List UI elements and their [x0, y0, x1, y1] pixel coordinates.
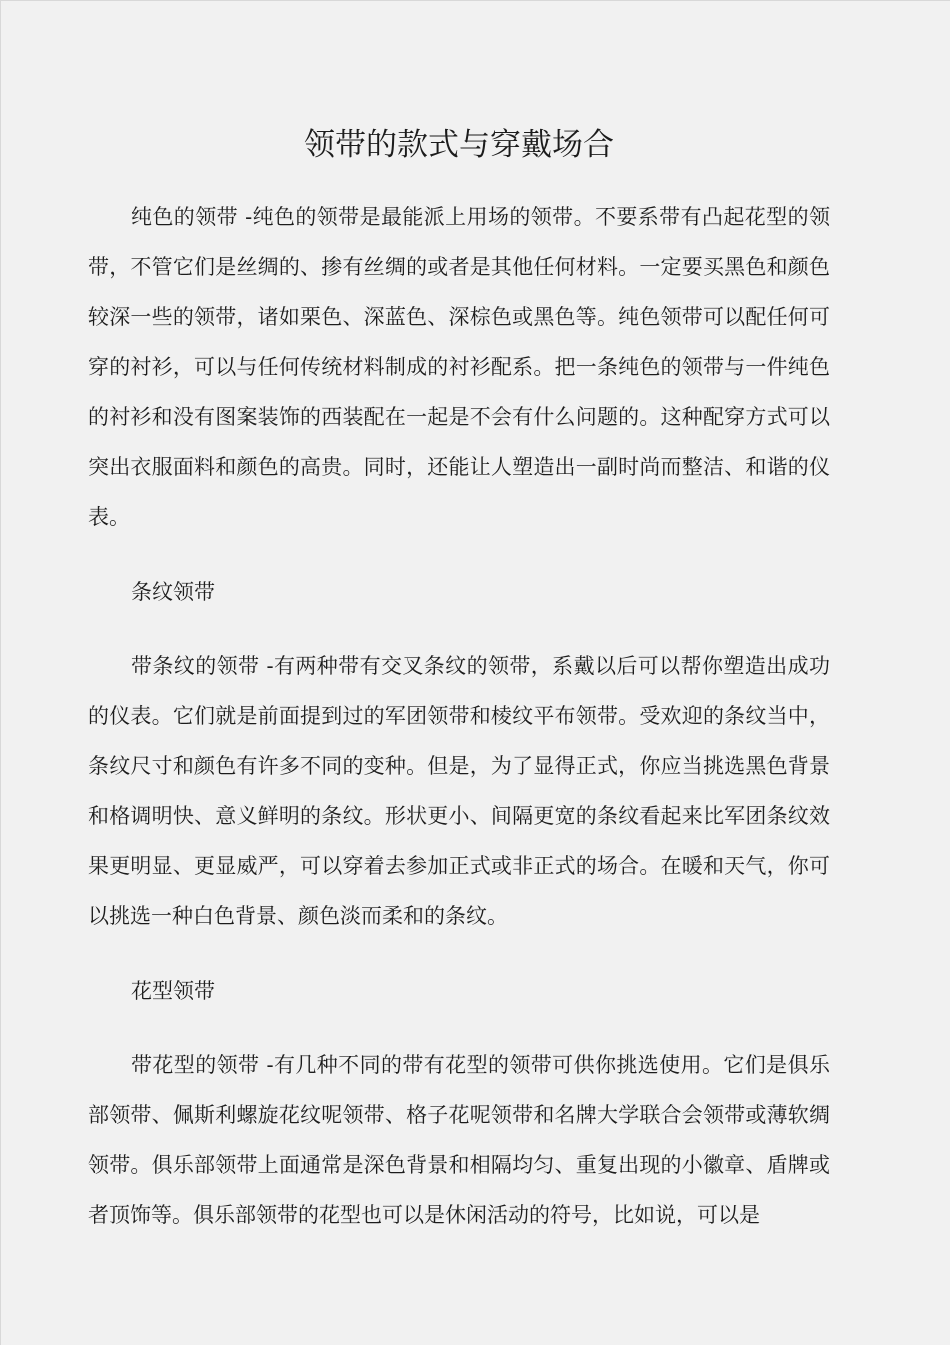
section-heading-patterned-tie: 花型领带: [131, 979, 215, 1003]
section-heading-striped-tie: 条纹领带: [131, 580, 215, 604]
paragraph-solid-tie: 纯色的领带 -纯色的领带是最能派上用场的领带。不要系带有凸起花型的领带，不管它们是丝绸的、掺有丝绸的或者是其他任何材料。一定要买黑色和颜色较深一些的领带，诸如栗色、深蓝色、深棕色或黑色等。纯色领带可以配任何可穿的衬衫，可以与任何传统材料制成的衬衫配系。把一条纯色的领带与一件纯色的衬衫和没有图案装饰的西装配在一起是不会有什么问题的。这种配穿方式可以突出衣服面料和颜色的高贵。同时，还能让人塑造出一副时尚而整洁、和谐的仪表。: [88, 205, 830, 529]
paragraph-striped-tie: 带条纹的领带 -有两种带有交叉条纹的领带，系戴以后可以帮你塑造出成功的仪表。它们就是前面提到过的军团领带和棱纹平布领带。受欢迎的条纹当中，条纹尺寸和颜色有许多不同的变种。但是，为了显得正式，你应当挑选黑色背景和格调明快、意义鲜明的条纹。形状更小、间隔更宽的条纹看起来比军团条纹效果更明显、更显威严，可以穿着去参加正式或非正式的场合。在暖和天气，你可以挑选一种白色背景、颜色淡而柔和的条纹。: [88, 654, 830, 928]
paragraph-patterned-tie: 带花型的领带 -有几种不同的带有花型的领带可供你挑选使用。它们是俱乐部领带、佩斯利螺旋花纹呢领带、格子花呢领带和名牌大学联合会领带或薄软绸领带。俱乐部领带上面通常是深色背景和相隔均匀、重复出现的小徽章、盾牌或者顶饰等。俱乐部领带的花型也可以是休闲活动的符号，比如说，可以是: [88, 1053, 830, 1227]
document-title: 领带的款式与穿戴场合: [304, 127, 614, 163]
